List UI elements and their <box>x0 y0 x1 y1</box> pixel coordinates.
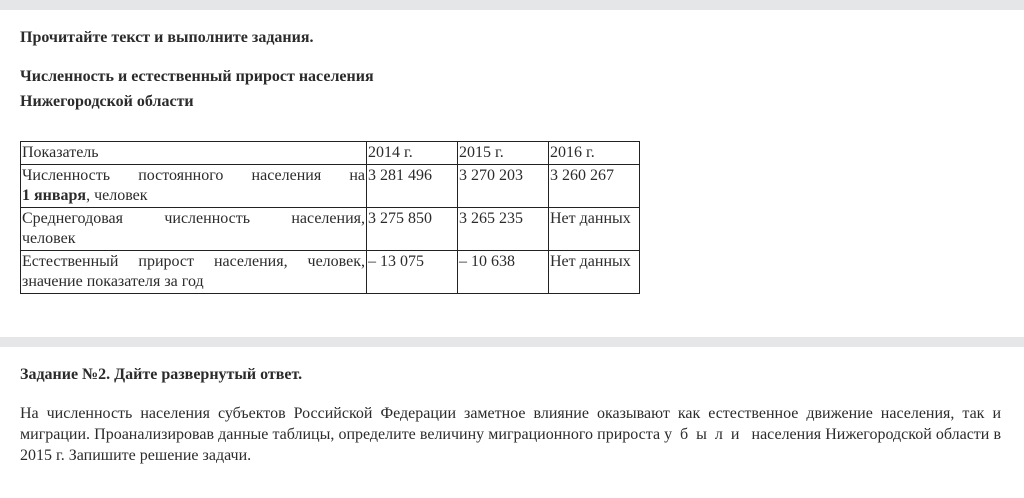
row-label-rest: , человек <box>86 187 148 204</box>
table-header-row <box>21 142 640 165</box>
row-label-line2: человек <box>22 230 76 247</box>
table-title-line2: Нижегородской области <box>20 93 194 110</box>
top-separator <box>0 0 1024 10</box>
cell-value: – 13 075 <box>367 251 458 294</box>
task-text-part1: На численность населения субъектов Российской Федерации заметное влияние оказывают как естественное движение населения, так и миграции. Проанализировав данные таблицы, определите величину миграционного прироста <box>20 405 1001 443</box>
cell-value: 3 265 235 <box>458 208 549 251</box>
task-text-part2: населения Нижегородской области в 2015 г. Запишите решение задачи. <box>20 426 1002 464</box>
cell-value: Нет данных <box>549 251 640 294</box>
population-table <box>20 141 640 294</box>
intro-instruction: Прочитайте текст и выполните задания. <box>20 29 314 46</box>
cell-value: Нет данных <box>549 208 640 251</box>
row-label-population-jan1 <box>21 165 367 208</box>
task-text-spaced: убыли <box>664 426 748 443</box>
cell-value: 3 270 203 <box>458 165 549 208</box>
section-separator <box>0 337 1024 347</box>
cell-value: 3 260 267 <box>549 165 640 208</box>
table-title-line1: Численность и естественный прирост населения <box>20 68 374 85</box>
table-row <box>21 251 640 294</box>
table-row <box>21 165 640 208</box>
row-label-line1: Среднегодовая численность населения, <box>22 210 365 227</box>
header-2015: 2015 г. <box>458 142 549 165</box>
cell-value: – 10 638 <box>458 251 549 294</box>
row-label-line2: значение показателя за год <box>22 273 204 290</box>
header-2016: 2016 г. <box>549 142 640 165</box>
row-label-natural-growth <box>21 251 367 294</box>
header-indicator: Показатель <box>21 142 367 165</box>
cell-value: 3 275 850 <box>367 208 458 251</box>
row-label-bold: 1 января <box>22 187 87 204</box>
row-label-average-population <box>21 208 367 251</box>
cell-value: 3 281 496 <box>367 165 458 208</box>
row-label-line1: Численность постоянного населения на <box>22 167 365 184</box>
table-row <box>21 208 640 251</box>
task-title: Задание №2. Дайте развернутый ответ. <box>20 366 303 383</box>
header-2014: 2014 г. <box>367 142 458 165</box>
row-label-line1: Естественный прирост населения, человек, <box>22 253 365 270</box>
task-text <box>20 403 1001 466</box>
